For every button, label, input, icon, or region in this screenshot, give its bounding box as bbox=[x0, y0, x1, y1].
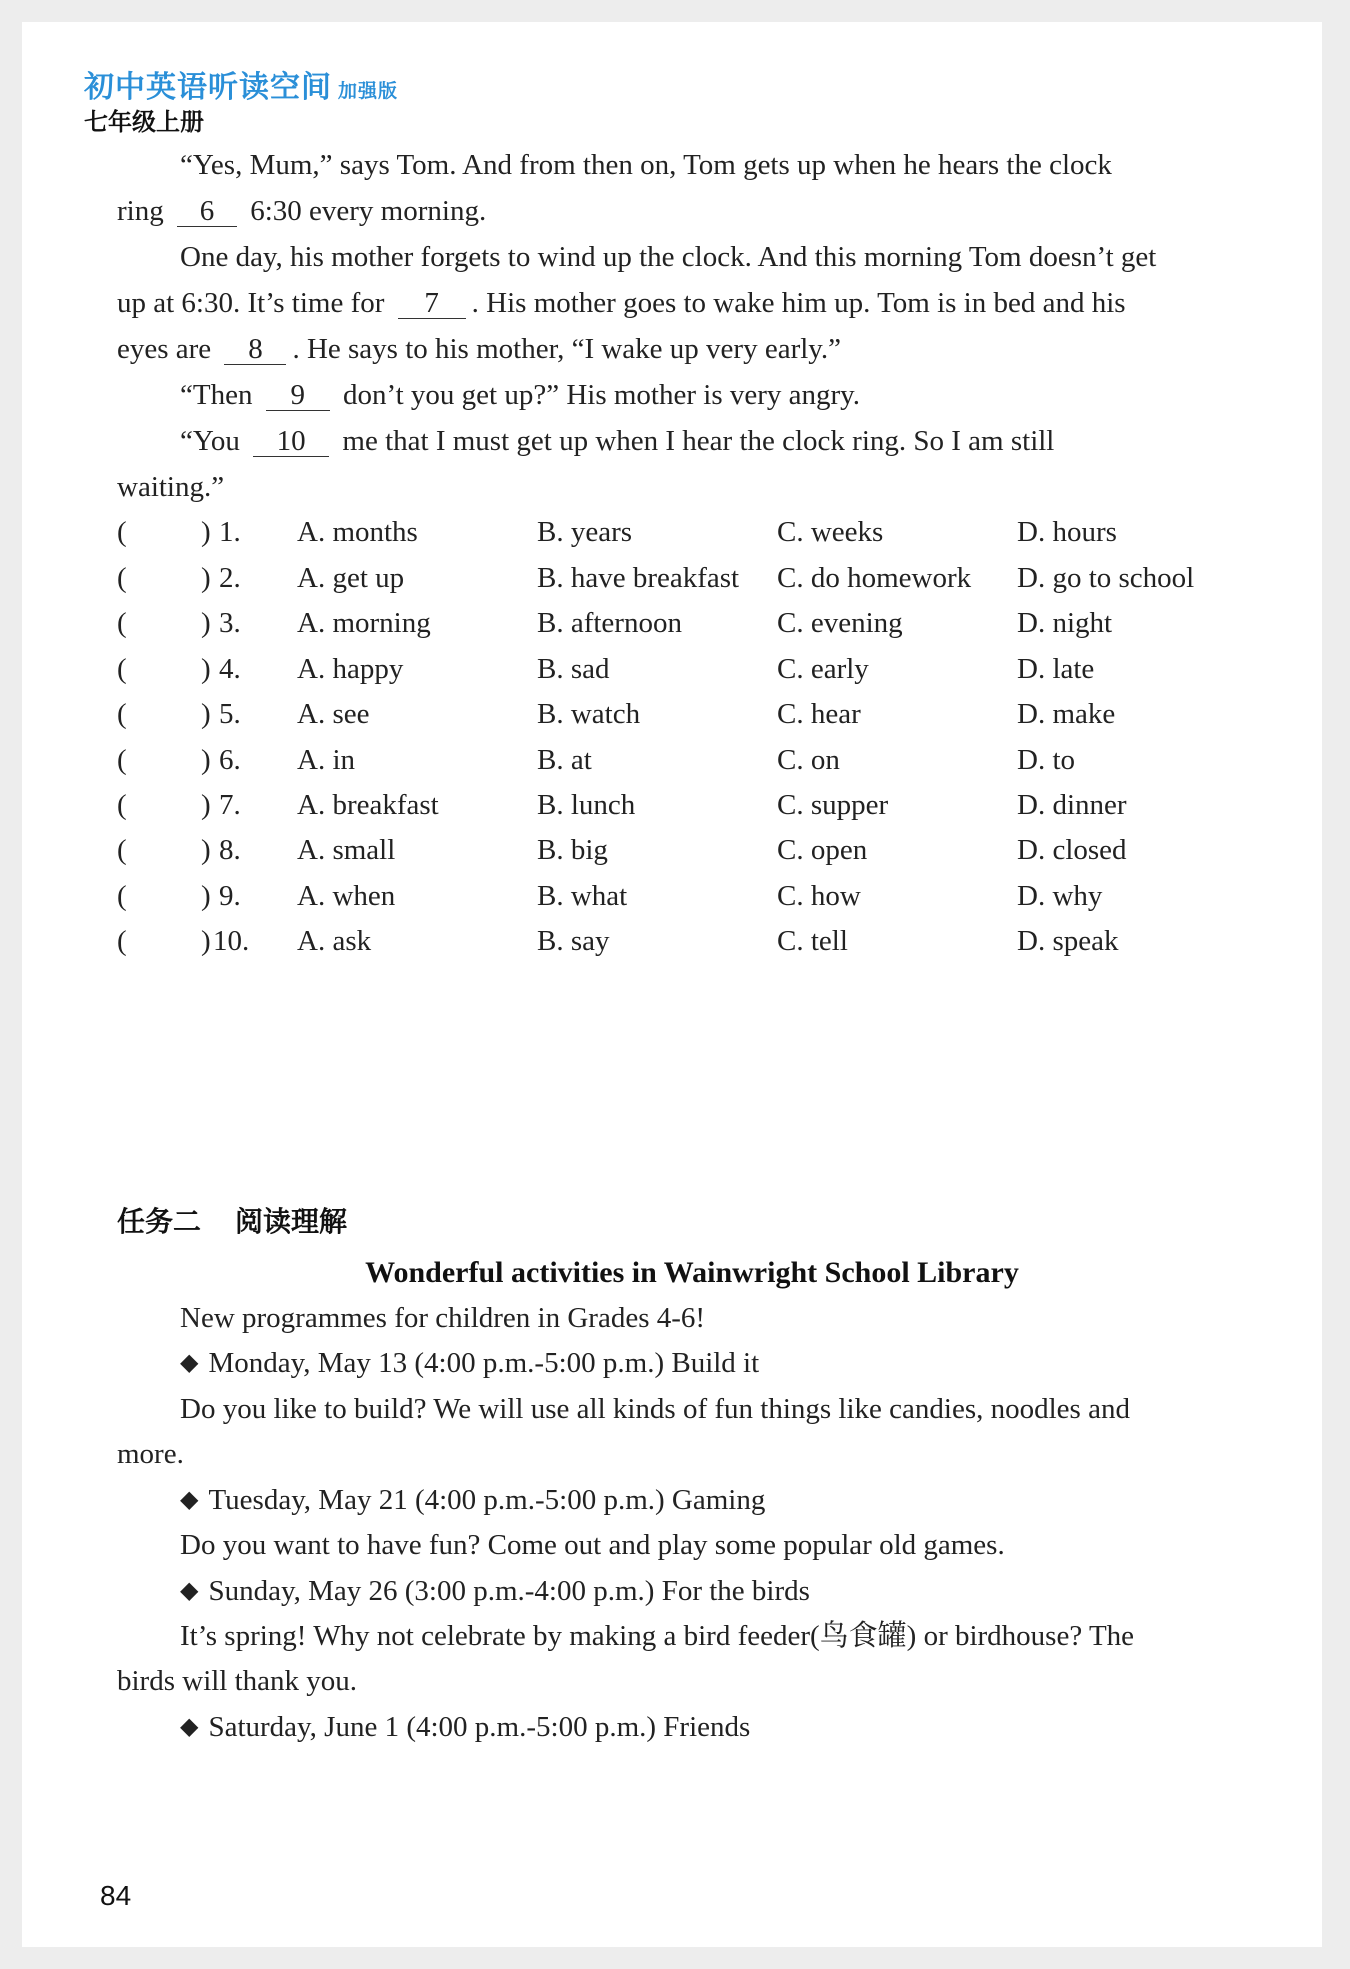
option-b: B. watch bbox=[537, 698, 641, 730]
passage-text: up at 6:30. It’s time for bbox=[117, 287, 385, 319]
answer-paren-left[interactable]: ( bbox=[117, 834, 127, 866]
question-row bbox=[117, 562, 1267, 602]
question-number: 3. bbox=[219, 607, 241, 639]
option-b: B. sad bbox=[537, 653, 610, 685]
answer-paren-right: ) bbox=[201, 880, 211, 912]
diamond-bullet-icon: ◆ bbox=[180, 1578, 199, 1604]
article-title: Wonderful activities in Wainwright School Library bbox=[365, 1256, 1019, 1289]
book-page bbox=[22, 22, 1322, 1947]
answer-paren-right: ) bbox=[201, 925, 211, 957]
monday-desc-line-1: Do you like to build? We will use all kinds of fun things like candies, noodles and bbox=[180, 1393, 1130, 1425]
article-intro: New programmes for children in Grades 4-6! bbox=[180, 1302, 706, 1334]
option-c: C. how bbox=[777, 880, 861, 912]
blank-7: 7 bbox=[398, 288, 466, 319]
option-d: D. late bbox=[1017, 653, 1095, 685]
option-d: D. go to school bbox=[1017, 562, 1195, 594]
answer-paren-right: ) bbox=[201, 698, 211, 730]
passage-text: don’t you get up?” His mother is very angry. bbox=[342, 379, 861, 411]
passage-text: “Yes, Mum,” says Tom. And from then on, Tom gets up when he hears the clock bbox=[180, 149, 1112, 181]
option-a: A. ask bbox=[297, 925, 372, 957]
option-a: A. breakfast bbox=[297, 789, 439, 821]
schedule-tuesday bbox=[180, 1483, 1267, 1518]
monday-desc-line-2: more. bbox=[117, 1438, 184, 1470]
option-b: B. at bbox=[537, 744, 592, 776]
task-heading bbox=[117, 1200, 347, 1240]
option-a: A. see bbox=[297, 698, 370, 730]
question-row bbox=[117, 789, 1267, 829]
question-row bbox=[117, 880, 1267, 920]
question-number: 6. bbox=[219, 744, 241, 776]
option-d: D. why bbox=[1017, 880, 1103, 912]
answer-paren-left[interactable]: ( bbox=[117, 562, 127, 594]
answer-paren-left[interactable]: ( bbox=[117, 653, 127, 685]
question-row bbox=[117, 698, 1267, 738]
sunday-desc-line-1: It’s spring! Why not celebrate by making a bird feeder(鸟食罐) or birdhouse? The bbox=[180, 1620, 1135, 1652]
tuesday-desc-line-1: Do you want to have fun? Come out and play some popular old games. bbox=[180, 1529, 1005, 1561]
book-title bbox=[84, 62, 398, 106]
option-a: A. in bbox=[297, 744, 355, 776]
question-number: 2. bbox=[219, 562, 241, 594]
passage-line-4 bbox=[117, 286, 1267, 321]
page-number: 84 bbox=[100, 1880, 132, 1911]
schedule-heading: Monday, May 13 (4:00 p.m.-5:00 p.m.) Build it bbox=[208, 1347, 760, 1379]
answer-paren-left[interactable]: ( bbox=[117, 698, 127, 730]
passage-text: 6:30 every morning. bbox=[250, 195, 487, 227]
option-a: A. happy bbox=[297, 653, 404, 685]
question-number: 10. bbox=[213, 925, 250, 957]
option-b: B. what bbox=[537, 880, 628, 912]
diamond-bullet-icon: ◆ bbox=[180, 1350, 199, 1376]
passage-line-1 bbox=[180, 148, 1267, 183]
diamond-bullet-icon: ◆ bbox=[180, 1714, 199, 1740]
question-number: 7. bbox=[219, 789, 241, 821]
option-d: D. to bbox=[1017, 744, 1075, 776]
question-row bbox=[117, 834, 1267, 874]
option-d: D. speak bbox=[1017, 925, 1119, 957]
option-a: A. months bbox=[297, 516, 418, 548]
passage-text: waiting.” bbox=[117, 471, 225, 503]
option-c: C. supper bbox=[777, 789, 889, 821]
blank-9: 9 bbox=[266, 380, 330, 411]
task-label: 任务二 bbox=[117, 1205, 202, 1238]
passage-text: . His mother goes to wake him up. Tom is in bed and his bbox=[471, 287, 1126, 319]
question-row bbox=[117, 607, 1267, 647]
option-c: C. tell bbox=[777, 925, 848, 957]
schedule-heading: Sunday, May 26 (3:00 p.m.-4:00 p.m.) For the birds bbox=[208, 1575, 810, 1607]
answer-paren-left[interactable]: ( bbox=[117, 744, 127, 776]
passage-line-2 bbox=[117, 194, 1267, 229]
schedule-heading: Saturday, June 1 (4:00 p.m.-5:00 p.m.) Friends bbox=[208, 1711, 751, 1743]
option-b: B. say bbox=[537, 925, 610, 957]
question-row bbox=[117, 925, 1267, 965]
option-c: C. open bbox=[777, 834, 868, 866]
question-row bbox=[117, 744, 1267, 784]
option-a: A. get up bbox=[297, 562, 405, 594]
answer-paren-left[interactable]: ( bbox=[117, 516, 127, 548]
passage-text: . He says to his mother, “I wake up very early.” bbox=[292, 333, 842, 365]
option-a: A. small bbox=[297, 834, 396, 866]
passage-text: ring bbox=[117, 195, 164, 227]
option-b: B. big bbox=[537, 834, 608, 866]
passage-line-8 bbox=[117, 470, 1267, 505]
passage-text: eyes are bbox=[117, 333, 212, 365]
option-c: C. on bbox=[777, 744, 840, 776]
diamond-bullet-icon: ◆ bbox=[180, 1487, 199, 1513]
answer-paren-right: ) bbox=[201, 789, 211, 821]
sunday-desc-line-2: birds will thank you. bbox=[117, 1665, 358, 1697]
question-number: 8. bbox=[219, 834, 241, 866]
option-a: A. when bbox=[297, 880, 396, 912]
option-b: B. lunch bbox=[537, 789, 636, 821]
option-c: C. hear bbox=[777, 698, 861, 730]
passage-line-7 bbox=[180, 424, 1267, 459]
option-d: D. closed bbox=[1017, 834, 1127, 866]
answer-paren-right: ) bbox=[201, 516, 211, 548]
answer-paren-left[interactable]: ( bbox=[117, 789, 127, 821]
answer-paren-right: ) bbox=[201, 653, 211, 685]
option-c: C. do homework bbox=[777, 562, 972, 594]
task-name: 阅读理解 bbox=[235, 1205, 348, 1238]
passage-line-1-text bbox=[180, 148, 1267, 183]
option-c: C. weeks bbox=[777, 516, 884, 548]
answer-paren-left[interactable]: ( bbox=[117, 607, 127, 639]
blank-6: 6 bbox=[177, 196, 237, 227]
schedule-sunday bbox=[180, 1574, 1267, 1609]
answer-paren-right: ) bbox=[201, 744, 211, 776]
blank-8: 8 bbox=[224, 334, 286, 365]
question-number: 5. bbox=[219, 698, 241, 730]
book-title-text: 初中英语听读空间 bbox=[84, 70, 332, 105]
option-d: D. night bbox=[1017, 607, 1113, 639]
passage-text: “Then bbox=[180, 379, 253, 411]
answer-paren-left[interactable]: ( bbox=[117, 880, 127, 912]
schedule-monday bbox=[180, 1346, 1267, 1381]
option-c: C. early bbox=[777, 653, 869, 685]
answer-paren-right: ) bbox=[201, 607, 211, 639]
schedule-heading: Tuesday, May 21 (4:00 p.m.-5:00 p.m.) Gaming bbox=[208, 1484, 766, 1516]
answer-paren-left[interactable]: ( bbox=[117, 925, 127, 957]
schedule-saturday bbox=[180, 1710, 1267, 1745]
passage-text: One day, his mother forgets to wind up the clock. And this morning Tom doesn’t get bbox=[180, 241, 1157, 273]
passage-text: me that I must get up when I hear the clock ring. So I am still bbox=[342, 425, 1055, 457]
option-d: D. hours bbox=[1017, 516, 1117, 548]
option-d: D. dinner bbox=[1017, 789, 1127, 821]
passage-line-5 bbox=[117, 332, 1267, 367]
question-row bbox=[117, 653, 1267, 693]
answer-paren-right: ) bbox=[201, 834, 211, 866]
option-b: B. afternoon bbox=[537, 607, 682, 639]
question-row bbox=[117, 516, 1267, 556]
passage-line-6 bbox=[180, 378, 1267, 413]
option-a: A. morning bbox=[297, 607, 431, 639]
passage-text: “You bbox=[180, 425, 240, 457]
question-number: 1. bbox=[219, 516, 241, 548]
option-c: C. evening bbox=[777, 607, 903, 639]
question-number: 4. bbox=[219, 653, 241, 685]
question-number: 9. bbox=[219, 880, 241, 912]
option-b: B. years bbox=[537, 516, 633, 548]
option-d: D. make bbox=[1017, 698, 1116, 730]
grade-label: 七年级上册 bbox=[84, 108, 204, 136]
answer-paren-right: ) bbox=[201, 562, 211, 594]
passage-line-3 bbox=[180, 240, 1267, 275]
edition-label: 加强版 bbox=[338, 80, 399, 102]
option-b: B. have breakfast bbox=[537, 562, 740, 594]
blank-10: 10 bbox=[253, 426, 329, 457]
